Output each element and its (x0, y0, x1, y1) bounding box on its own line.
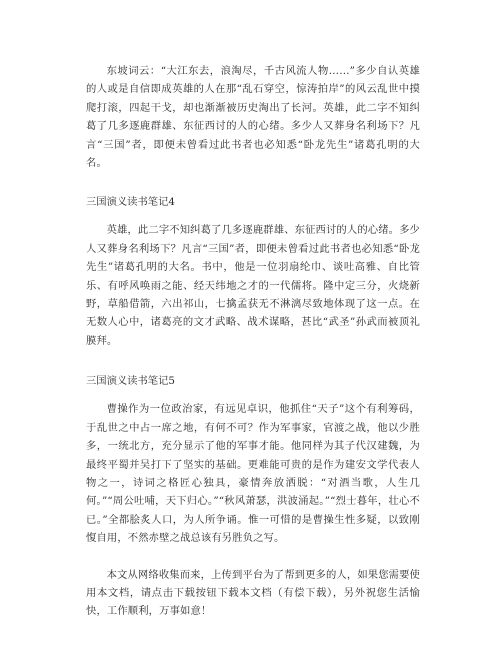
document-page (86, 62, 420, 621)
paragraph-dongpo-quote: 东坡词云：“大江东去，浪淘尽，千古风流人物……”多少自认英雄的人或是自信即成英雄的人在那“乱石穿空，惊涛拍岸”的风云乱世中摸爬打滚，四起干戈，却也渐渐被历史淘出了长河。英雄，此二字不知纠葛了几多逐鹿群雄、东征西讨的人的心绪。多少人又葬身名利场下？凡言“三国”者，即便未曾看过此书者也必知悉“卧龙先生”诸葛孔明的大名。 (86, 65, 420, 170)
section-heading-note-5: 三国演义读书笔记5 (86, 375, 175, 388)
paragraph-download-notice: 本文从网络收集而来，上传到平台为了帮到更多的人，如果您需要使用本文档，请点击下载按钮下载本文档（有偿下载），另外祝您生活愉快，工作顺利，万事如意！ (86, 568, 420, 618)
section-heading-note-4: 三国演义读书笔记4 (86, 196, 175, 209)
paragraph-zhuge-liang: 英雄，此二字不知纠葛了几多逐鹿群雄、东征西讨的人的心绪。多少人又葬身名利场下？凡言“三国”者，即便未曾看过此书者也必知悉“卧龙先生”诸葛孔明的大名。书中，他是一位羽扇纶巾、谈吐高雅、自比管乐、有呼风唤雨之能、经天纬地之才的一代儒将。隆中定三分，火烧新野，草船借箭，六出祁山，七擒孟获无不淋漓尽致地体现了这一点。在无数人心中，诸葛亮的文才武略、战术谋略，甚比“武圣”孙武而被顶礼膜拜。 (86, 224, 420, 347)
paragraph-cao-cao: 曹操作为一位政治家，有远见卓识，他抓住“天子”这个有利筹码，于乱世之中占一席之地，有何不可？作为军事家，官渡之战，他以少胜多，一统北方，充分显示了他的军事才能。他同样为其子代汉建魏，为最终平蜀并吴打下了坚实的基础。更难能可贵的是作为建安文学代表人物之一，诗词之格匠心独具，豪情奔放洒脱：“对酒当歌，人生几何。”“周公吐哺，天下归心。”“秋风萧瑟，洪波涌起。”“烈士暮年，壮心不已。”全都脍炙人口，为人所争诵。惟一可惜的是曹操生性多疑，以致刚愎自用，不然赤壁之战总该有另胜负之写。 (86, 403, 420, 545)
